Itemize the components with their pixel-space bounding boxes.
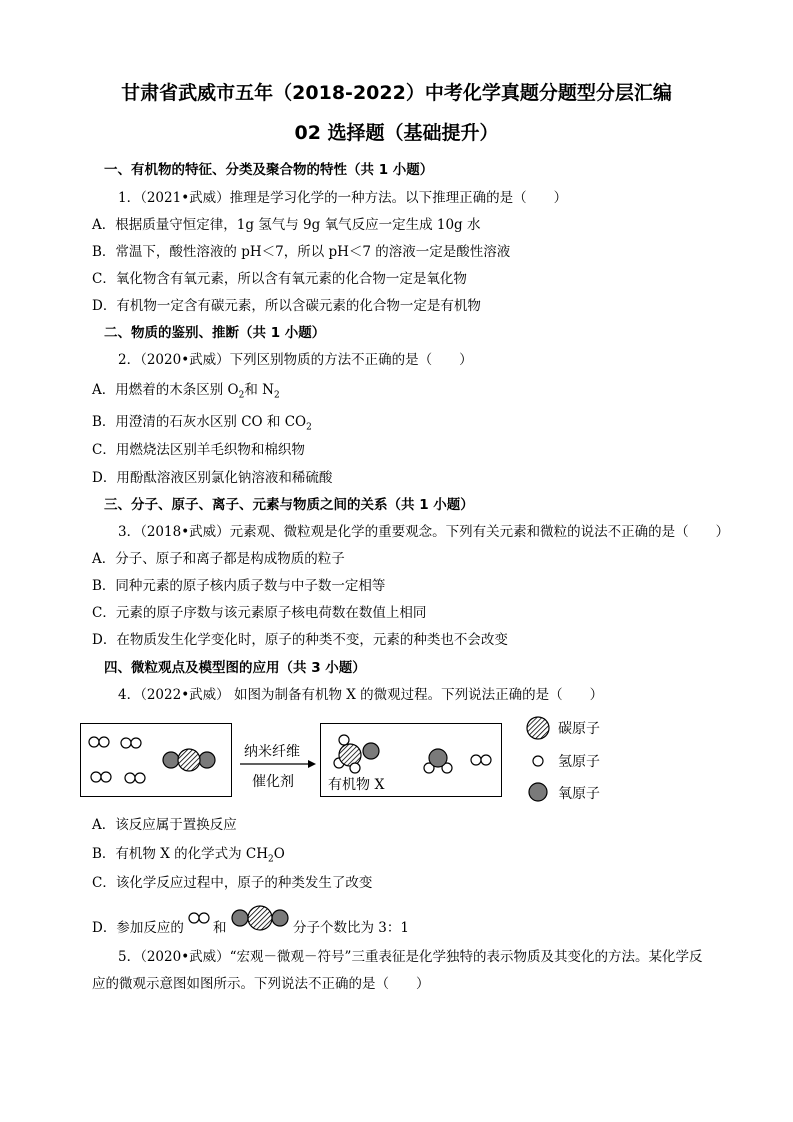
legend-carbon: 碳原子 — [558, 721, 600, 737]
question-2-option-a: A．用燃着的木条区别 $O_2$和 $N_2$ — [92, 382, 280, 401]
question-4-option-b: B．有机物 X 的化学式为 $CH_2O$ — [92, 846, 285, 865]
question-3-stem: 3．（2018•武威）元素观、微粒观是化学的重要观念。下列有关元素和微粒的说法不正确的是（ ） — [118, 524, 730, 540]
question-1-option-b: B．常温下，酸性溶液的 pH＜7，所以 pH＜7 的溶液一定是酸性溶液 — [92, 244, 511, 260]
question-3-option-a: A．分子、原子和离子都是构成物质的粒子 — [92, 551, 345, 567]
question-1-option-c: C．氧化物含有氧元素，所以含有氧元素的化合物一定是氧化物 — [92, 271, 467, 287]
section-heading-2: 二、物质的鉴别、推断（共 1 小题） — [104, 325, 326, 341]
product-label: 有机物 X — [328, 777, 385, 793]
question-3-option-d: D．在物质发生化学变化时，原子的种类不变，元素的种类也不会改变 — [92, 632, 508, 648]
hydrogen-molecule-icon — [187, 910, 211, 926]
question-4-stem: 4．（2022•武威） 如图为制备有机物 X 的微观过程。下列说法正确的是（ ） — [118, 687, 604, 703]
document-title-line2: 02 选择题（基础提升） — [294, 122, 499, 144]
document-title-line1: 甘肃省武威市五年（2018-2022）中考化学真题分题型分层汇编 — [121, 82, 672, 104]
question-2-option-d: D．用酚酞溶液区别氯化钠溶液和稀硫酸 — [92, 470, 333, 486]
question-4-option-d-post: 分子个数比为 3：1 — [293, 920, 409, 936]
section-heading-4: 四、微粒观点及模型图的应用（共 3 小题） — [104, 660, 366, 676]
arrow-label-bottom: 催化剂 — [252, 774, 294, 790]
carbon-dioxide-molecule-icon — [231, 905, 291, 931]
section-heading-1: 一、有机物的特征、分类及聚合物的特性（共 1 小题） — [104, 162, 434, 178]
question-3-option-b: B．同种元素的原子核内质子数与中子数一定相等 — [92, 578, 386, 594]
question-5-stem-line2: 应的微观示意图如图所示。下列说法不正确的是（ ） — [92, 976, 430, 992]
legend-icons — [525, 714, 555, 806]
question-4-option-d-mid: 和 — [213, 920, 227, 936]
question-5-stem-line1: 5．（2020•武威）“宏观－微观－符号”三重表征是化学独特的表示物质及其变化的方法。某化学反 — [118, 949, 703, 965]
question-4-option-a: A．该反应属于置换反应 — [92, 817, 237, 833]
oxygen-atom-icon — [529, 783, 547, 801]
legend-oxygen: 氧原子 — [558, 786, 600, 802]
reactants-molecules — [80, 723, 232, 797]
reaction-arrow — [238, 758, 318, 770]
arrow-label-top: 纳米纤维 — [244, 744, 300, 760]
question-1-option-d: D．有机物一定含有碳元素，所以含碳元素的化合物一定是有机物 — [92, 298, 481, 314]
legend-hydrogen: 氢原子 — [558, 754, 600, 770]
question-2-option-b: B．用澄清的石灰水区别 CO 和 $CO_2$ — [92, 414, 312, 433]
hydrogen-atom-icon — [533, 756, 543, 766]
question-2-option-c: C．用燃烧法区别羊毛织物和棉织物 — [92, 442, 305, 458]
question-2-stem: 2．（2020•武威）下列区别物质的方法不正确的是（ ） — [118, 352, 473, 368]
question-3-option-c: C．元素的原子序数与该元素原子核电荷数在数值上相同 — [92, 605, 427, 621]
question-1-stem: 1．（2021•武威）推理是学习化学的一种方法。以下推理正确的是（ ） — [118, 190, 568, 206]
section-heading-3: 三、分子、原子、离子、元素与物质之间的关系（共 1 小题） — [104, 497, 474, 513]
question-1-option-a: A．根据质量守恒定律，1g 氢气与 9g 氧气反应一定生成 10g 水 — [92, 217, 481, 233]
carbon-atom-icon — [527, 717, 549, 739]
question-4-option-d-pre: D．参加反应的 — [92, 920, 184, 936]
question-4-option-c: C．该化学反应过程中，原子的种类发生了改变 — [92, 875, 373, 891]
